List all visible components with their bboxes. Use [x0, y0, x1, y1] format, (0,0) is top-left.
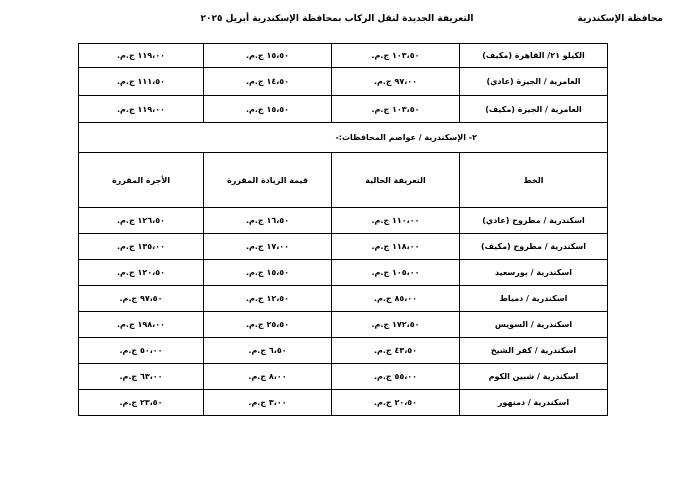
line-cell: اسكندرية / دمنهور [460, 390, 608, 416]
increase-cell: ٦،٥٠ ج.م. [204, 338, 332, 364]
table-row [79, 234, 608, 260]
table-row [79, 260, 608, 286]
line-cell: اسكندرية / كفر الشيخ [460, 338, 608, 364]
new-fare-cell: ٢٣،٥٠ ج.م. [79, 390, 204, 416]
table-row [79, 44, 608, 68]
increase-cell: ١٧،٠٠ ج.م. [204, 234, 332, 260]
governorate-header: محافظة الإسكندرية [577, 14, 663, 24]
table-row [79, 208, 608, 234]
new-fare-cell: ٦٣،٠٠ ج.م. [79, 364, 204, 390]
increase-cell: ٣،٠٠ ج.م. [204, 390, 332, 416]
table-row [79, 68, 608, 96]
new-fare-cell: ١١٩،٠٠ ج.م. [79, 96, 204, 123]
table-row [79, 286, 608, 312]
new-fare-cell: ١١١،٥٠ ج.م. [79, 68, 204, 96]
increase-cell: ٢٥،٥٠ ج.م. [204, 312, 332, 338]
current-fare-cell: ٢٠،٥٠ ج.م. [332, 390, 460, 416]
line-cell: اسكندرية / السويس [460, 312, 608, 338]
increase-cell: ١٦،٥٠ ج.م. [204, 208, 332, 234]
new-fare-cell: ١٩٨،٠٠ ج.م. [79, 312, 204, 338]
section-row [79, 123, 608, 153]
new-fare-cell: ٩٧،٥٠ ج.م. [79, 286, 204, 312]
current-fare-cell: ٤٣،٥٠ ج.م. [332, 338, 460, 364]
line-cell: الكيلو ٢١/ القاهرة (مكيف) [460, 44, 608, 68]
current-fare-cell: ٥٥،٠٠ ج.م. [332, 364, 460, 390]
column-header-row [79, 153, 608, 208]
line-cell: اسكندرية / بورسعيد [460, 260, 608, 286]
new-fare-cell: ٥٠،٠٠ ج.م. [79, 338, 204, 364]
increase-cell: ١٥،٥٠ ج.م. [204, 96, 332, 123]
table-row [79, 312, 608, 338]
current-fare-cell: ٨٥،٠٠ ج.م. [332, 286, 460, 312]
new-fare-cell: ١٣٥،٠٠ ج.م. [79, 234, 204, 260]
table-row [79, 364, 608, 390]
table-row [79, 338, 608, 364]
line-cell: اسكندرية / مطروح (مكيف) [460, 234, 608, 260]
column-header-current: التعريفة الحالية [332, 153, 460, 208]
increase-cell: ١٥،٥٠ ج.م. [204, 44, 332, 68]
section-title: ٢- الإسكندرية / عواصم المحافظات:- [79, 123, 608, 153]
current-fare-cell: ١٠٥،٠٠ ج.م. [332, 260, 460, 286]
column-header-increase: قيمة الزيادة المقررة [204, 153, 332, 208]
table-row [79, 390, 608, 416]
tariff-table [78, 43, 608, 416]
column-header-line: الخط [460, 153, 608, 208]
current-fare-cell: ١٧٢،٥٠ ج.م. [332, 312, 460, 338]
current-fare-cell: ١٠٣،٥٠ ج.م. [332, 96, 460, 123]
column-header-new-fare: الأجرة المقررة [79, 153, 204, 208]
increase-cell: ١٥،٥٠ ج.م. [204, 260, 332, 286]
table-row [79, 96, 608, 123]
increase-cell: ١٤،٥٠ ج.م. [204, 68, 332, 96]
current-fare-cell: ١٠٣،٥٠ ج.م. [332, 44, 460, 68]
line-cell: اسكندرية / دمياط [460, 286, 608, 312]
new-fare-cell: ١٢٠،٥٠ ج.م. [79, 260, 204, 286]
line-cell: اسكندرية / مطروح (عادي) [460, 208, 608, 234]
line-cell: العامرية / الجيزة (عادي) [460, 68, 608, 96]
new-fare-cell: ١٢٦،٥٠ ج.م. [79, 208, 204, 234]
increase-cell: ٨،٠٠ ج.م. [204, 364, 332, 390]
line-cell: العامرية / الجيزة (مكيف) [460, 96, 608, 123]
new-fare-cell: ١١٩،٠٠ ج.م. [79, 44, 204, 68]
document-title: التعريفة الجديدة لنقل الركاب بمحافظة الإسكندرية أبريل ٢٠٢٥ [200, 14, 474, 24]
increase-cell: ١٢،٥٠ ج.م. [204, 286, 332, 312]
line-cell: اسكندرية / شبين الكوم [460, 364, 608, 390]
current-fare-cell: ١١٠،٠٠ ج.م. [332, 208, 460, 234]
current-fare-cell: ١١٨،٠٠ ج.م. [332, 234, 460, 260]
current-fare-cell: ٩٧،٠٠ ج.م. [332, 68, 460, 96]
